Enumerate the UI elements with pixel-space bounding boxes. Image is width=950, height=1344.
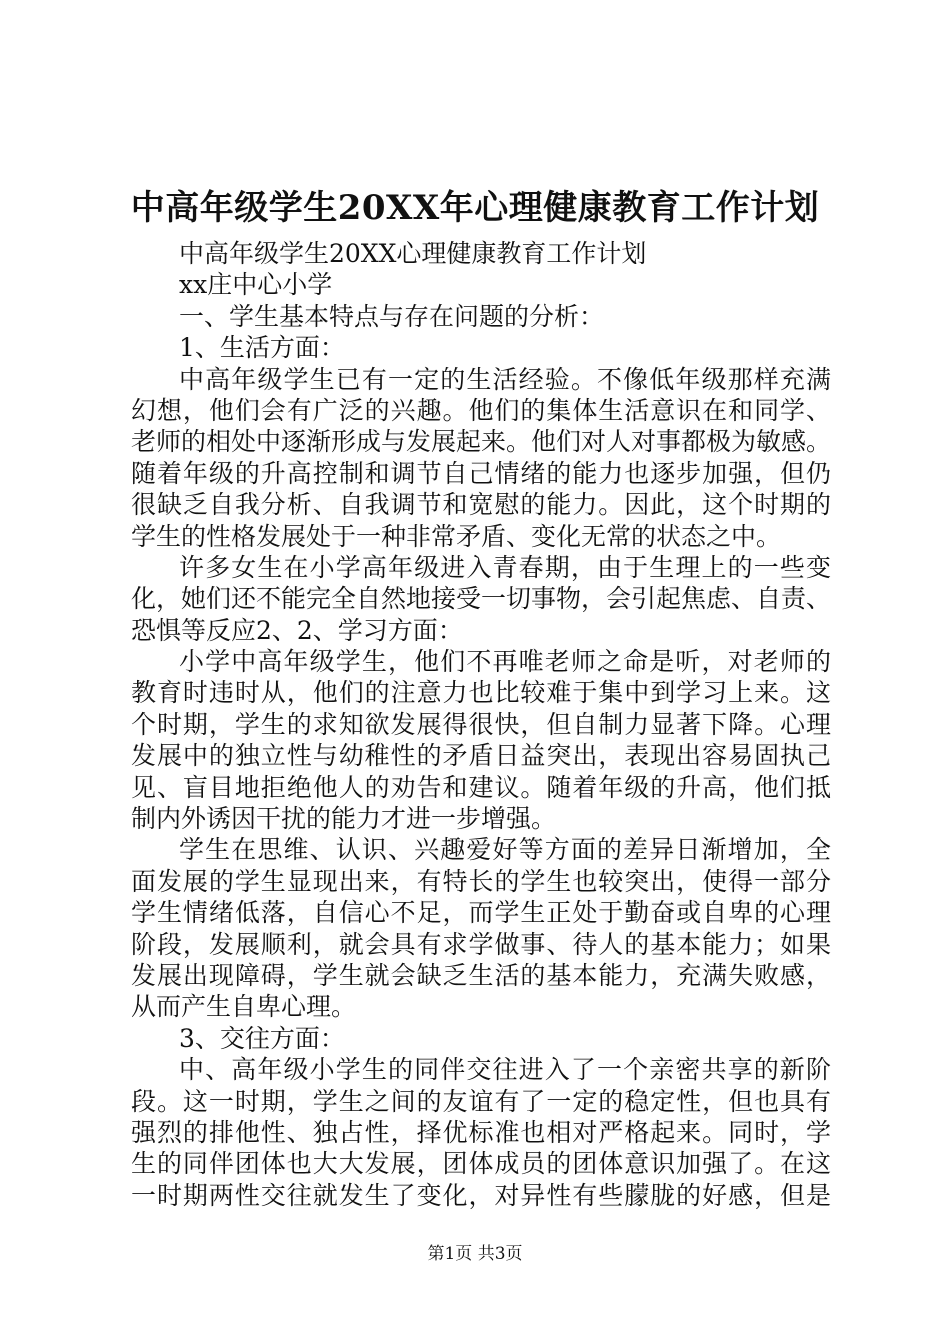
- paragraph-line: 一时期两性交往就发生了变化，对异性有些朦胧的好感，但是: [131, 1180, 831, 1210]
- paragraph-line: 面发展的学生显现出来，有特长的学生也较突出，使得一部分: [131, 866, 831, 896]
- paragraph-line: 学生情绪低落，自信心不足，而学生正处于勤奋或自卑的心理: [131, 898, 831, 928]
- paragraph-line: 学生的性格发展处于一种非常矛盾、变化无常的状态之中。: [131, 521, 782, 551]
- paragraph-line: 化，她们还不能完全自然地接受一切事物，会引起焦虑、自责、: [131, 584, 832, 614]
- document-title: 中高年级学生20XX年心理健康教育工作计划: [130, 188, 820, 228]
- document-body: [131, 238, 831, 1211]
- paragraph-line: 发展中的独立性与幼稚性的矛盾日益突出，表现出容易固执己: [131, 741, 831, 771]
- paragraph-line: 见、盲目地拒绝他人的劝告和建议。随着年级的升高，他们抵: [131, 772, 831, 802]
- subtitle-line: 中高年级学生20XX心理健康教育工作计划: [179, 239, 647, 268]
- section-heading: 一、学生基本特点与存在问题的分析：: [179, 301, 605, 331]
- school-name: xx庄中心小学: [179, 270, 333, 300]
- paragraph-line: 老师的相处中逐渐形成与发展起来。他们对人对事都极为敏感。: [131, 427, 832, 457]
- paragraph-line: 从而产生自卑心理。: [131, 992, 357, 1022]
- paragraph-line: 制内外诱因干扰的能力才进一步增强。: [131, 804, 557, 834]
- subsection-heading: 1、生活方面：: [179, 333, 345, 363]
- page-footer: 第1页 共3页: [427, 1244, 523, 1264]
- paragraph-line: 段。这一时期，学生之间的友谊有了一定的稳定性，但也具有: [131, 1086, 831, 1116]
- paragraph-line: 强烈的排他性、独占性，择优标准也相对严格起来。同时，学: [131, 1117, 831, 1147]
- paragraph-line: 中高年级学生已有一定的生活经验。不像低年级那样充满: [179, 364, 831, 394]
- paragraph-line: 幻想，他们会有广泛的兴趣。他们的集体生活意识在和同学、: [131, 395, 831, 425]
- paragraph-line: 个时期，学生的求知欲发展得很快，但自制力显著下降。心理: [131, 709, 831, 739]
- paragraph-line: 教育时违时从，他们的注意力也比较难于集中到学习上来。这: [131, 678, 831, 708]
- paragraph-line: 阶段，发展顺利，就会具有求学做事、待人的基本能力；如果: [131, 929, 831, 959]
- subsection-heading: 3、交往方面：: [179, 1023, 345, 1053]
- paragraph-line: 随着年级的升高控制和调节自己情绪的能力也逐步加强，但仍: [131, 458, 831, 488]
- paragraph-line: 学生在思维、认识、兴趣爱好等方面的差异日渐增加，全: [179, 835, 831, 865]
- paragraph-line: 发展出现障碍，学生就会缺乏生活的基本能力，充满失败感，: [131, 960, 831, 990]
- paragraph-line: 小学中高年级学生，他们不再唯老师之命是听，对老师的: [179, 647, 831, 677]
- paragraph-line: 中、高年级小学生的同伴交往进入了一个亲密共享的新阶: [179, 1055, 831, 1085]
- paragraph-line: 恐惧等反应2、2、学习方面：: [131, 615, 463, 645]
- paragraph-line: 很缺乏自我分析、自我调节和宽慰的能力。因此，这个时期的: [131, 490, 831, 520]
- paragraph-line: 生的同伴团体也大大发展，团体成员的团体意识加强了。在这: [131, 1149, 831, 1179]
- paragraph-line: 许多女生在小学高年级进入青春期，由于生理上的一些变: [179, 552, 831, 582]
